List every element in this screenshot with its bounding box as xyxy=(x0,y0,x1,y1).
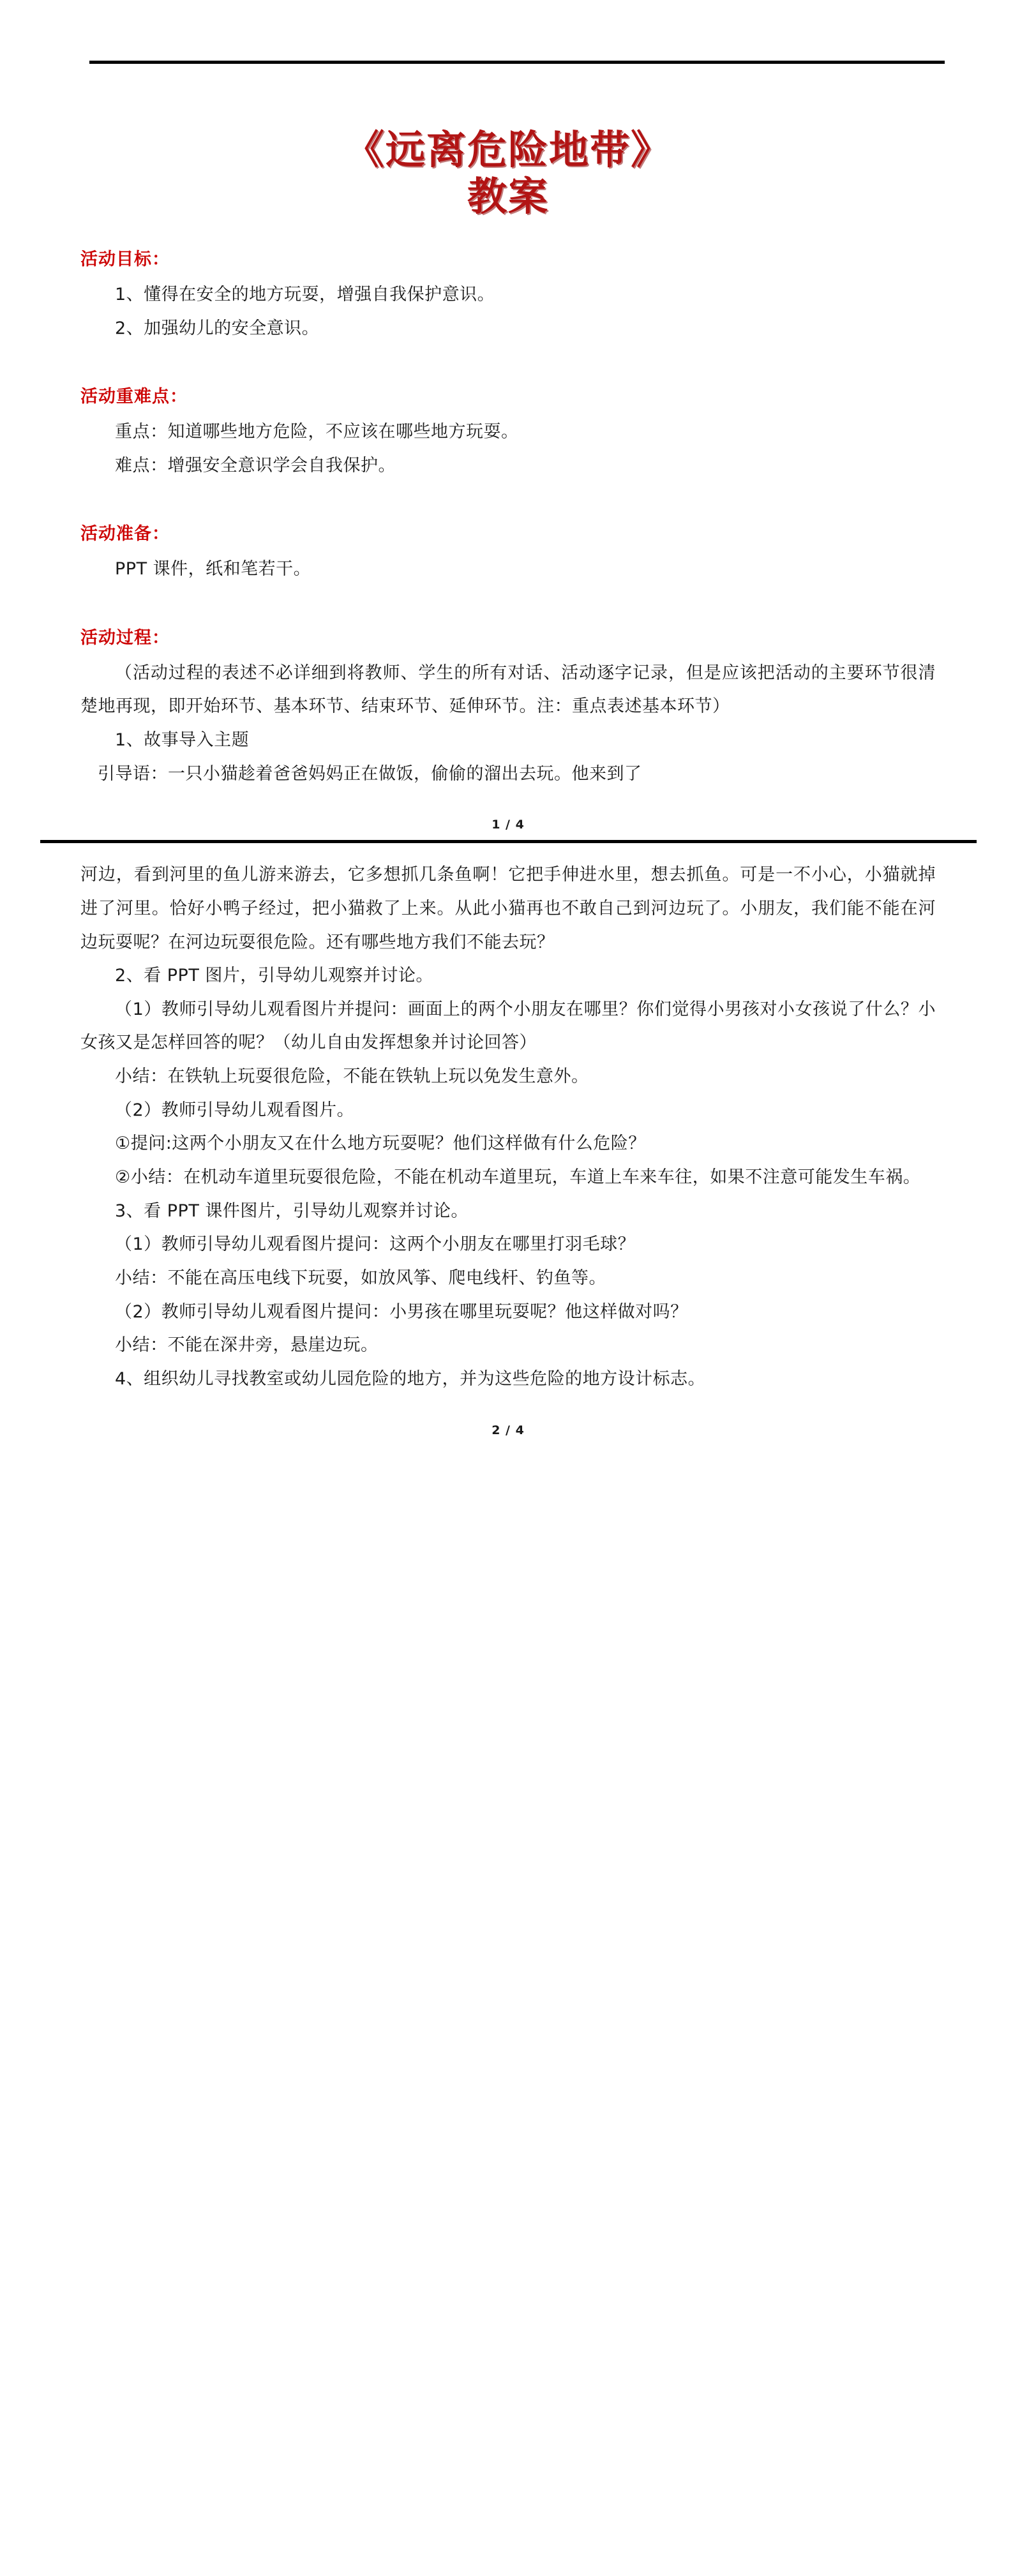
body-paragraph: 河边，看到河里的鱼儿游来游去，它多想抓几条鱼啊！它把手伸进水里，想去抓鱼。可是一不小心，小猫就掉进了河里。恰好小鸭子经过，把小猫救了上来。从此小猫再也不敢自己到河边玩了。小朋友，我们能不能在河边玩耍呢？在河边玩耍很危险。还有哪些地方我们不能去玩？ xyxy=(80,865,936,952)
body-paragraph: ①提问:这两个小朋友又在什么地方玩耍呢？他们这样做有什么危险？ xyxy=(115,1134,646,1154)
header-rule xyxy=(89,61,945,64)
section-item: 难点：增强安全意识学会自我保护。 xyxy=(115,455,396,476)
section-heading: 活动重难点： xyxy=(80,387,188,407)
page-number-footer: 1 / 4 xyxy=(491,818,525,832)
section-item: 2、加强幼儿的安全意识。 xyxy=(115,318,320,338)
body-paragraph: （2）教师引导幼儿观看图片。 xyxy=(115,1100,355,1120)
title-line-2: 教案 xyxy=(467,173,549,220)
body-paragraph: （1）教师引导幼儿观看图片并提问：画面上的两个小朋友在哪里？你们觉得小男孩对小女孩说了什么？小女孩又是怎样回答的呢？（幼儿自由发挥想象并讨论回答） xyxy=(80,999,936,1053)
section-item: PPT 课件，纸和笔若干。 xyxy=(115,559,311,580)
section-activity-goals xyxy=(80,248,936,345)
section-item: 引导语：一只小猫趁着爸爸妈妈正在做饭，偷偷的溜出去玩。他来到了 xyxy=(98,763,642,784)
section-item: 1、故事导入主题 xyxy=(115,730,250,750)
body-paragraph: 小结：不能在高压电线下玩耍，如放风筝、爬电线杆、钓鱼等。 xyxy=(115,1268,606,1288)
section-preparation xyxy=(80,522,936,586)
body-paragraph: （2）教师引导幼儿观看图片提问：小男孩在哪里玩耍呢？他这样做对吗？ xyxy=(115,1301,688,1322)
body-paragraph: 小结：不能在深井旁，悬崖边玩。 xyxy=(115,1335,379,1356)
body-paragraph: 3、看 PPT 课件图片，引导幼儿观察并讨论。 xyxy=(115,1201,469,1221)
body-paragraph: 小结：在铁轨上玩耍很危险，不能在铁轨上玩以免发生意外。 xyxy=(115,1067,589,1087)
body-paragraph: 4、组织幼儿寻找教室或幼儿园危险的地方，并为这些危险的地方设计标志。 xyxy=(115,1368,706,1389)
page-two-body xyxy=(80,858,936,1396)
section-item: 重点：知道哪些地方危险，不应该在哪些地方玩耍。 xyxy=(115,422,519,442)
section-heading: 活动过程： xyxy=(80,627,170,648)
section-item: （活动过程的表述不必详细到将教师、学生的所有对话、活动逐字记录，但是应该把活动的主要环节很清楚地再现，即开始环节、基本环节、结束环节、延伸环节。注：重点表述基本环节） xyxy=(80,663,936,717)
title-line-1: 《远离危险地带》 xyxy=(344,126,672,173)
section-item: 1、懂得在安全的地方玩耍，增强自我保护意识。 xyxy=(115,285,495,305)
section-heading: 活动准备： xyxy=(80,524,170,544)
section-heading: 活动目标： xyxy=(80,250,170,270)
body-paragraph: ②小结：在机动车道里玩耍很危险，不能在机动车道里玩，车道上车来车往，如果不注意可能发生车祸。 xyxy=(115,1167,921,1188)
page-title xyxy=(80,102,936,220)
section-process xyxy=(80,626,936,791)
body-paragraph: 2、看 PPT 图片，引导幼儿观察并讨论。 xyxy=(115,966,433,986)
section-key-difficulties xyxy=(80,385,936,483)
body-paragraph: （1）教师引导幼儿观看图片提问：这两个小朋友在哪里打羽毛球？ xyxy=(115,1234,636,1255)
document-content xyxy=(80,102,936,1437)
page-number-footer: 2 / 4 xyxy=(491,1423,525,1437)
